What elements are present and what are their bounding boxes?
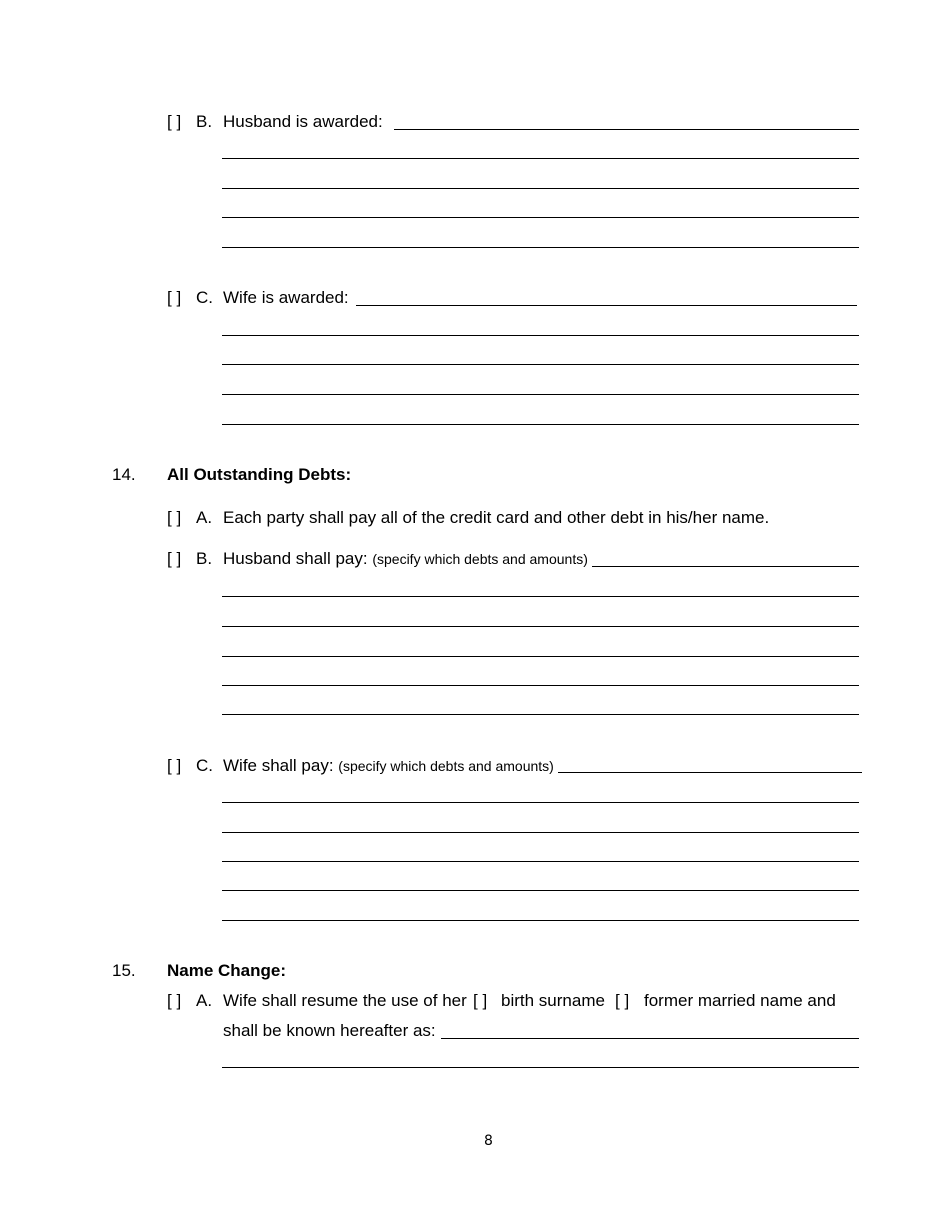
wife-pay-checkbox[interactable]: [ ]: [167, 756, 182, 775]
husband-pay-hint: (specify which debts and amounts): [372, 551, 588, 567]
wife-pay-field-line[interactable]: [222, 832, 859, 833]
page-number: 8: [484, 1133, 493, 1149]
husband-awarded-field-line[interactable]: [222, 188, 859, 189]
wife-pay-label-text: Wife shall pay:: [223, 756, 334, 775]
husband-pay-label: [223, 549, 588, 569]
wife-awarded-field[interactable]: [356, 305, 857, 306]
wife-pay-field-line[interactable]: [222, 920, 859, 921]
husband-pay-field[interactable]: [592, 566, 859, 567]
wife-awarded-checkbox[interactable]: [ ]: [167, 288, 182, 307]
former-married-name-label: former married name and: [644, 991, 836, 1010]
item-letter-c: C.: [196, 756, 213, 775]
item-letter-b: B.: [196, 112, 213, 131]
wife-pay-field-line[interactable]: [222, 861, 859, 862]
wife-pay-label: [223, 756, 554, 776]
former-married-name-checkbox[interactable]: [ ]: [615, 991, 630, 1010]
section-15-number: 15.: [112, 961, 136, 980]
wife-awarded-field-line[interactable]: [222, 424, 859, 425]
wife-awarded-label: Wife is awarded:: [223, 288, 349, 307]
husband-pay-field-line[interactable]: [222, 685, 859, 686]
husband-pay-field-line[interactable]: [222, 656, 859, 657]
debts-each-party-text: Each party shall pay all of the credit card and other debt in his/her name.: [223, 508, 770, 527]
husband-awarded-checkbox[interactable]: [ ]: [167, 112, 182, 131]
known-as-label: shall be known hereafter as:: [223, 1021, 436, 1040]
wife-awarded-field-line[interactable]: [222, 335, 859, 336]
name-change-checkbox[interactable]: [ ]: [167, 991, 182, 1010]
husband-awarded-label: Husband is awarded:: [223, 112, 383, 131]
husband-awarded-field-line[interactable]: [222, 247, 859, 248]
name-change-text: Wife shall resume the use of her: [223, 991, 467, 1010]
husband-pay-checkbox[interactable]: [ ]: [167, 549, 182, 568]
section-15-heading: Name Change:: [167, 961, 287, 980]
husband-awarded-field[interactable]: [394, 129, 859, 130]
known-as-field-line[interactable]: [222, 1067, 859, 1068]
known-as-field[interactable]: [441, 1038, 859, 1039]
wife-awarded-field-line[interactable]: [222, 364, 859, 365]
husband-awarded-field-line[interactable]: [222, 158, 859, 159]
husband-pay-field-line[interactable]: [222, 596, 859, 597]
item-letter-a: A.: [196, 991, 213, 1010]
debts-each-party-checkbox[interactable]: [ ]: [167, 508, 182, 527]
section-14-number: 14.: [112, 465, 136, 484]
wife-pay-field[interactable]: [558, 772, 862, 773]
wife-pay-field-line[interactable]: [222, 802, 859, 803]
item-letter-c: C.: [196, 288, 213, 307]
item-letter-a: A.: [196, 508, 213, 527]
section-14-heading: All Outstanding Debts:: [167, 465, 352, 484]
husband-pay-field-line[interactable]: [222, 626, 859, 627]
wife-awarded-field-line[interactable]: [222, 394, 859, 395]
wife-pay-field-line[interactable]: [222, 890, 859, 891]
item-letter-b: B.: [196, 549, 213, 568]
husband-awarded-field-line[interactable]: [222, 217, 859, 218]
husband-pay-label-text: Husband shall pay:: [223, 549, 368, 568]
birth-surname-checkbox[interactable]: [ ]: [473, 991, 488, 1010]
birth-surname-label: birth surname: [501, 991, 605, 1010]
husband-pay-field-line[interactable]: [222, 714, 859, 715]
wife-pay-hint: (specify which debts and amounts): [338, 758, 554, 774]
